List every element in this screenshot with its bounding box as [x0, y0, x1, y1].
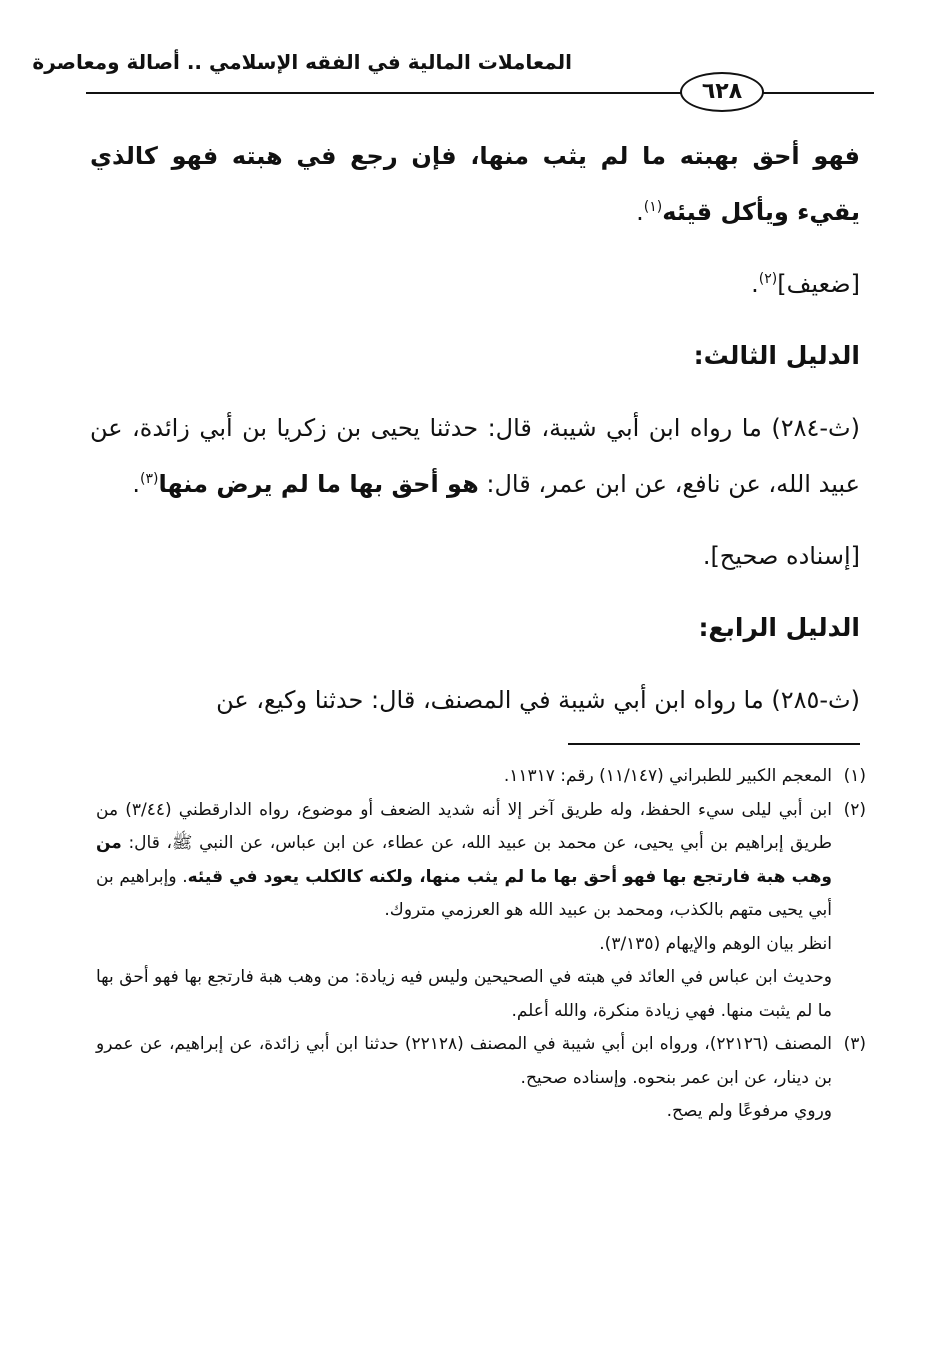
footnote-2-text-end: . وإبراهيم بن أبي يحيى متهم بالكذب، ومحمد بن عبيد الله هو العرزمي متروك. [96, 866, 832, 920]
paragraph-4: (ث-٢٨٥) ما رواه ابن أبي شيبة في المصنف، قال: حدثنا وكيع، عن [216, 686, 860, 714]
hadith-text: فهو أحق بهبته ما لم يثب منها، فإن رجع في هبته فهو كالذي يقيء ويأكل قيئه [90, 142, 860, 226]
footnote-3-note: وروي مرفوعًا ولم يصح. [666, 1101, 832, 1121]
running-title: المعاملات المالية في الفقه الإسلامي .. أصالة ومعاصرة [32, 50, 572, 74]
athar-text: هو أحق بها ما لم يرض منها [158, 470, 479, 498]
paragraph-3 [90, 400, 860, 512]
paragraph-3-text: (ث-٢٨٤) ما رواه ابن أبي شيبة، قال: حدثنا يحيى بن زكريا بن أبي زائدة، عن عبيد الله، عن نافع، عن ابن عمر، قال: [90, 414, 860, 498]
footnote-ref-1: (١) [643, 199, 663, 215]
footnote-1 [96, 760, 866, 794]
heading-third-evidence: الدليل الثالث: [693, 341, 860, 370]
footnote-3-number: (٣) [843, 1034, 866, 1054]
grade-1-text: [ضعيف] [777, 270, 860, 298]
paragraph-3-end: . [132, 470, 140, 498]
page-header [32, 40, 874, 110]
page-number: ٦٢٨ [680, 72, 764, 112]
footnote-2-note: وحديث ابن عباس في العائد في هبته في الصحيحين وليس فيه زيادة: من وهب هبة فارتجع بها فهو أحق بها ما لم يثبت منها. فهي زيادة منكرة، والله أعلم. [96, 967, 832, 1021]
paragraph-1 [90, 128, 860, 240]
footnote-3 [96, 1028, 866, 1095]
footnote-2-hadith: من وهب هبة فارتجع بها فهو أحق بها ما لم يثب منها، ولكنه كالكلب يعود في قيئه [96, 833, 832, 887]
heading-fourth-evidence: الدليل الرابع: [698, 613, 860, 642]
footnote-3-text: المصنف (٢٢١٢٦)، ورواه ابن أبي شيبة في المصنف (٢٢١٢٨) حدثنا ابن أبي زائدة، عن إبراهيم، عن عمرو بن دينار، عن ابن عمر بنحوه. وإسناده صحيح. [96, 1034, 832, 1088]
footnote-1-number: (١) [843, 766, 866, 786]
grade-1 [90, 256, 860, 312]
footnote-2-number: (٢) [843, 799, 866, 820]
footnote-2-reference: انظر بيان الوهم والإيهام (٣/١٣٥). [599, 933, 832, 954]
footnote-2-text: ابن أبي ليلى سيء الحفظ، وله طريق آخر إلا أنه شديد الضعف أو موضوع، رواه الدارقطني (٣/٤٤) من طريق إبراهيم بن أبي يحيى، عن محمد بن عبيد الله، عن عطاء، عن ابن عباس، عن النبي ﷺ، قال: [96, 799, 832, 853]
footnotes [96, 760, 866, 1129]
footnote-ref-3: (٣) [139, 471, 159, 487]
grade-3: [إسناده صحيح]. [702, 542, 860, 570]
main-text [90, 128, 860, 744]
footnote-separator [568, 743, 860, 745]
footnote-1-text: المعجم الكبير للطبراني (١١/١٤٧) رقم: ١١٣١٧. [503, 766, 832, 786]
paragraph-1-end: . [636, 198, 644, 226]
footnote-2 [96, 794, 866, 928]
grade-1-end: . [751, 270, 759, 298]
footnote-ref-2: (٢) [758, 271, 778, 287]
